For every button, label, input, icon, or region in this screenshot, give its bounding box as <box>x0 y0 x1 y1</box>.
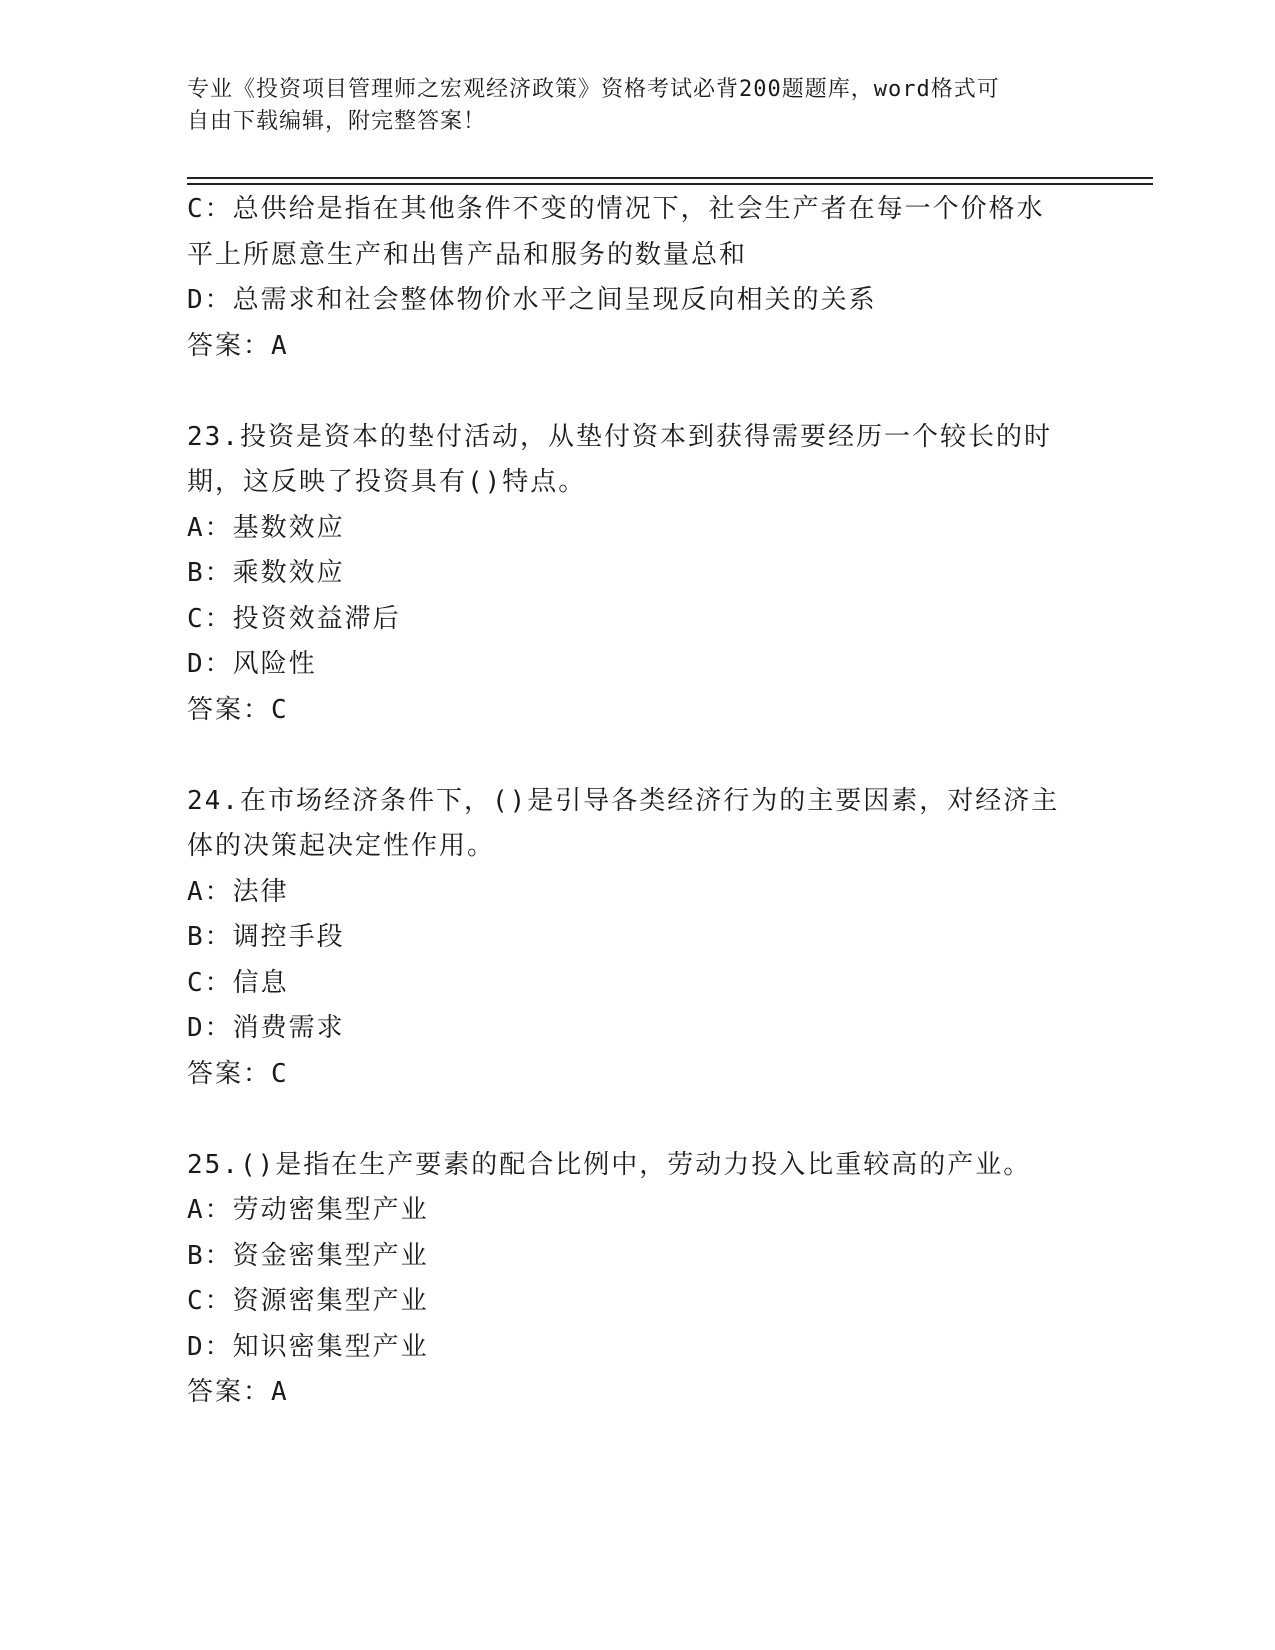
question-22-tail <box>187 187 1087 369</box>
option-a: A：基数效应 <box>187 512 345 543</box>
option-d: D：知识密集型产业 <box>187 1331 429 1362</box>
option-c: C：信息 <box>187 967 289 998</box>
option-c-line-1: C：总供给是指在其他条件不变的情况下，社会生产者在每一个价格水 <box>187 194 1045 224</box>
header-line-1: 专业《投资项目管理师之宏观经济政策》资格考试必背200题题库，word格式可 <box>187 77 1000 102</box>
option-b: B：资金密集型产业 <box>187 1240 429 1271</box>
answer: 答案：C <box>187 1058 289 1089</box>
question-stem-line-2: 期，这反映了投资具有()特点。 <box>187 467 587 497</box>
question-24 <box>187 779 1087 1098</box>
option-b: B：乘数效应 <box>187 558 345 588</box>
option-d: D：总需求和社会整体物价水平之间呈现反向相关的关系 <box>187 285 877 315</box>
answer: 答案：A <box>187 1377 289 1407</box>
header-line-2: 自由下载编辑，附完整答案！ <box>187 109 487 134</box>
option-a: A：劳动密集型产业 <box>187 1195 429 1225</box>
option-c: C：投资效益滞后 <box>187 603 401 634</box>
option-d: D：消费需求 <box>187 1013 345 1043</box>
option-a: A：法律 <box>187 876 289 907</box>
question-25 <box>187 1143 1087 1416</box>
question-stem-line-1: 25.()是指在生产要素的配合比例中，劳动力投入比重较高的产业。 <box>187 1149 1032 1180</box>
option-c-line-2: 平上所愿意生产和出售产品和服务的数量总和 <box>187 239 748 270</box>
question-stem-line-2: 体的决策起决定性作用。 <box>187 831 496 861</box>
answer: 答案：A <box>187 330 289 361</box>
option-b: B：调控手段 <box>187 922 345 952</box>
document-header <box>187 74 1067 138</box>
answer: 答案：C <box>187 694 289 725</box>
question-content <box>187 187 1087 1416</box>
option-d: D：风险性 <box>187 649 317 679</box>
question-23 <box>187 415 1087 734</box>
question-stem-line-1: 24.在市场经济条件下，()是引导各类经济行为的主要因素，对经济主 <box>187 785 1060 816</box>
header-divider-top <box>187 177 1153 179</box>
question-stem-line-1: 23.投资是资本的垫付活动，从垫付资本到获得需要经历一个较长的时 <box>187 421 1052 452</box>
option-c: C：资源密集型产业 <box>187 1286 429 1316</box>
header-divider-bottom <box>187 183 1153 185</box>
